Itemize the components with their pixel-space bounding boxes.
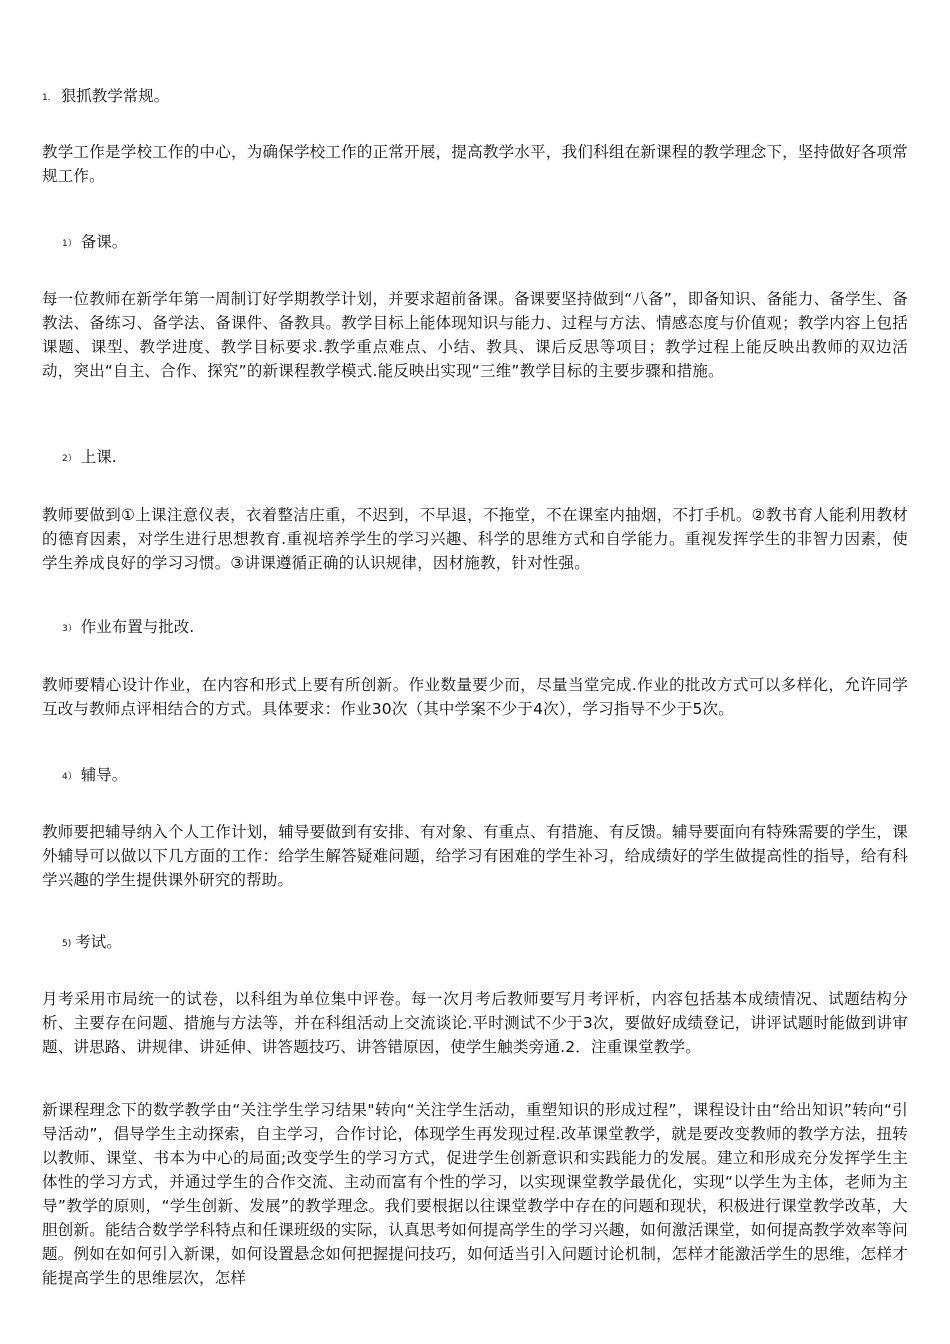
item-number: 3） — [62, 624, 77, 634]
item-body-homework: 教师要精心设计作业，在内容和形式上要有所创新。作业数量要少而，尽量当堂完成.作业的批改方式可以多样化，允许同学互改与教师点评相结合的方式。具体要求：作业30次（其中学案不少于4次），学习指导不少于5次。 — [42, 676, 908, 718]
item-heading-tutoring — [62, 763, 127, 789]
item-number: 5) — [62, 939, 72, 949]
item-body-prep: 每一位教师在新学年第一周制订好学期教学计划，并要求超前备课。备课要坚持做到“八备”，即备知识、备能力、备学生、备教法、备练习、备学法、备课件、备教具。教学目标上能体现知识与能力、过程与方法、情感态度与价值观；教学内容上包括课题、课型、教学进度、教学目标要求.教学重点难点、小结、教具、课后反思等项目；教学过程上能反映出教师的双边活动，突出“自主、合作、探究”的新课程教学模式.能反映出实现“三维”教学目标的主要步骤和措施。 — [42, 290, 908, 380]
item-heading-prep — [62, 230, 127, 256]
intro-paragraph: 教学工作是学校工作的中心，为确保学校工作的正常开展，提高教学水平，我们科组在新课程的教学理念下，坚持做好各项常规工作。 — [42, 143, 908, 185]
item-number: 2） — [62, 454, 77, 464]
item-title: 辅导。 — [80, 766, 128, 784]
closing-paragraph: 新课程理念下的数学教学由“关注学生学习结果"转向“关注学生活动，重塑知识的形成过程”，课程设计由“给出知识”转向“引导活动”，倡导学生主动探索，自主学习，合作讨论，体现学生再发现过程.改革课堂教学，就是要改变教师的教学方法，扭转以教师、课堂、书本为中心的局面;改变学生的学习方式，促进学生创新意识和实践能力的发展。建立和形成充分发挥学生主体性的学习方式，并通过学生的合作交流、主动而富有个性的学习，以实现课堂教学最优化，实现“以学生为主体，老师为主导”教学的原则，“学生创新、发展”的教学理念。我们要根据以往课堂教学中存在的问题和现状，积极进行课堂教学改革，大胆创新。能结合数学学科特点和任课班级的实际，认真思考如何提高学生的学习兴趣，如何激活课堂，如何提高教学效率等问题。例如在如何引入新课，如何设置悬念如何把握提问技巧，如何适当引入问题讨论机制，怎样才能激活学生的思维，怎样才能提高学生的思维层次，怎样 — [42, 1101, 908, 1287]
item-title: 作业布置与批改. — [80, 618, 195, 636]
item-heading-exam — [62, 930, 122, 956]
item-title: 考试。 — [75, 933, 122, 951]
item-number: 4） — [62, 772, 77, 782]
item-number: 1） — [62, 239, 77, 249]
section-title: 狠抓教学常规。 — [60, 87, 170, 105]
item-title: 上课. — [80, 448, 117, 466]
item-body-tutoring: 教师要把辅导纳入个人工作计划，辅导要做到有安排、有对象、有重点、有措施、有反馈。辅导要面向有特殊需要的学生，课外辅导可以做以下几方面的工作：给学生解答疑难问题，给学习有困难的学生补习，给成绩好的学生做提高性的指导，给有科学兴趣的学生提供课外研究的帮助。 — [42, 823, 908, 889]
section-number: 1． — [42, 93, 57, 103]
item-heading-class — [62, 445, 117, 471]
section-heading — [42, 84, 169, 110]
item-title: 备课。 — [80, 233, 128, 251]
item-heading-homework — [62, 615, 194, 641]
item-body-class: 教师要做到①上课注意仪表，衣着整洁庄重，不迟到，不早退，不拖堂，不在课室内抽烟，不打手机。②教书育人能利用教材的德育因素，对学生进行思想教育.重视培养学生的学习兴趣、科学的思维方式和自学能力。重视发挥学生的非智力因素，使学生养成良好的学习习惯。③讲课遵循正确的认识规律，因材施教，针对性强。 — [42, 506, 908, 572]
item-body-exam: 月考采用市局统一的试卷，以科组为单位集中评卷。每一次月考后教师要写月考评析，内容包括基本成绩情况、试题结构分析、主要存在问题、措施与方法等，并在科组活动上交流谈论.平时测试不少于3次，要做好成绩登记，讲评试题时能做到讲审题、讲思路、讲规律、讲延伸、讲答题技巧、讲答错原因，使学生触类旁通.2．注重课堂教学。 — [42, 990, 908, 1056]
